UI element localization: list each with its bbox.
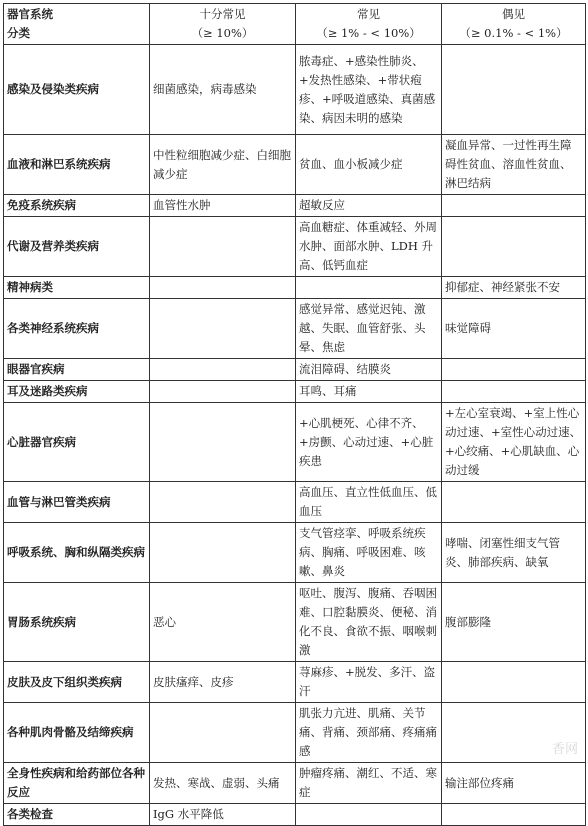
uncommon-cell — [442, 662, 586, 703]
category-cell: 耳及迷路类疾病 — [4, 381, 150, 403]
table-row — [4, 523, 586, 583]
table-row — [4, 662, 586, 703]
table-row — [4, 299, 586, 359]
header-common — [296, 4, 442, 45]
table-row — [4, 45, 586, 135]
category-cell: 精神病类 — [4, 277, 150, 299]
table-row — [4, 482, 586, 523]
category-cell: 胃肠系统疾病 — [4, 583, 150, 662]
watermark-logo: 香网 — [551, 742, 578, 757]
header-uncommon — [442, 4, 586, 45]
category-cell: 全身性疾病和给药部位各种反应 — [4, 763, 150, 804]
very-common-cell — [150, 403, 296, 482]
header-very-common-line1: 十分常见 — [199, 7, 246, 21]
very-common-cell — [150, 299, 296, 359]
common-cell: 贫血、血小板减少症 — [296, 135, 442, 195]
table-row — [4, 403, 586, 482]
category-cell: 血液和淋巴系统疾病 — [4, 135, 150, 195]
very-common-cell: 恶心 — [150, 583, 296, 662]
uncommon-cell — [442, 45, 586, 135]
header-row — [4, 4, 586, 45]
header-common-line2: （≥ 1% - < 10%） — [316, 26, 421, 40]
table-row — [4, 277, 586, 299]
common-cell: 感觉异常、感觉迟钝、激越、失眠、血管舒张、头晕、焦虑 — [296, 299, 442, 359]
category-cell: 各种肌肉骨骼及结缔疾病 — [4, 703, 150, 763]
uncommon-cell: 味觉障碍 — [442, 299, 586, 359]
header-organ-system-line2: 分类 — [7, 26, 30, 40]
common-cell: 高血糖症、体重减轻、外周水肿、面部水肿、LDH 升高、低钙血症 — [296, 217, 442, 277]
uncommon-cell — [442, 359, 586, 381]
very-common-cell: 发热、寒战、虚弱、头痛 — [150, 763, 296, 804]
very-common-cell: 中性粒细胞减少症、白细胞减少症 — [150, 135, 296, 195]
common-cell: 肌张力亢进、肌痛、关节痛、背痛、颈部痛、疼痛痛感 — [296, 703, 442, 763]
table-row — [4, 763, 586, 804]
very-common-cell: 血管性水肿 — [150, 195, 296, 217]
uncommon-cell — [442, 381, 586, 403]
uncommon-cell: 抑郁症、神经紧张不安 — [442, 277, 586, 299]
common-cell: +心肌梗死、心律不齐、+房颤、心动过速、+心脏疾患 — [296, 403, 442, 482]
common-cell: 耳鸣、耳痛 — [296, 381, 442, 403]
table-row — [4, 381, 586, 403]
category-cell: 代谢及营养类疾病 — [4, 217, 150, 277]
header-uncommon-line1: 偶见 — [502, 7, 525, 21]
category-cell: 心脏器官疾病 — [4, 403, 150, 482]
very-common-cell: 细菌感染，病毒感染 — [150, 45, 296, 135]
uncommon-cell: +左心室衰竭、+室上性心动过速、+室性心动过速、+心绞痛、+心肌缺血、心动过缓 — [442, 403, 586, 482]
table-row — [4, 804, 586, 826]
table-row — [4, 195, 586, 217]
header-uncommon-line2: （≥ 0.1% - < 1%） — [459, 26, 568, 40]
adverse-reactions-table — [3, 3, 586, 826]
very-common-cell — [150, 703, 296, 763]
category-cell: 免疫系统疾病 — [4, 195, 150, 217]
common-cell: 超敏反应 — [296, 195, 442, 217]
category-cell: 皮肤及皮下组织类疾病 — [4, 662, 150, 703]
header-very-common — [150, 4, 296, 45]
very-common-cell — [150, 523, 296, 583]
table-row — [4, 359, 586, 381]
very-common-cell — [150, 381, 296, 403]
very-common-cell: IgG 水平降低 — [150, 804, 296, 826]
header-organ-system-line1: 器官系统 — [7, 7, 53, 21]
table-row — [4, 703, 586, 763]
very-common-cell — [150, 482, 296, 523]
header-common-line1: 常见 — [357, 7, 380, 21]
uncommon-cell: 输注部位疼痛 — [442, 763, 586, 804]
uncommon-cell — [442, 195, 586, 217]
category-cell: 各类检查 — [4, 804, 150, 826]
uncommon-cell — [442, 217, 586, 277]
category-cell: 各类神经系统疾病 — [4, 299, 150, 359]
category-cell: 眼器官疾病 — [4, 359, 150, 381]
common-cell: 流泪障碍、结膜炎 — [296, 359, 442, 381]
very-common-cell — [150, 359, 296, 381]
common-cell — [296, 277, 442, 299]
uncommon-cell: 哮喘、闭塞性细支气管炎、肺部疾病、缺氧 — [442, 523, 586, 583]
uncommon-cell — [442, 804, 586, 826]
common-cell: 脓毒症、+感染性肺炎、+发热性感染、+带状疱疹、+呼吸道感染、真菌感染、病因未明的感染 — [296, 45, 442, 135]
common-cell: 高血压、直立性低血压、低血压 — [296, 482, 442, 523]
very-common-cell — [150, 277, 296, 299]
category-cell: 呼吸系统、胸和纵隔类疾病 — [4, 523, 150, 583]
common-cell: 肿瘤疼痛、潮红、不适、寒症 — [296, 763, 442, 804]
common-cell: 荨麻疹、+脱发、多汗、盗汗 — [296, 662, 442, 703]
table-row — [4, 135, 586, 195]
very-common-cell — [150, 217, 296, 277]
uncommon-cell — [442, 482, 586, 523]
common-cell — [296, 804, 442, 826]
table-row — [4, 217, 586, 277]
common-cell: 支气管痉挛、呼吸系统疾病、胸痛、呼吸困难、咳嗽、鼻炎 — [296, 523, 442, 583]
common-cell: 呕吐、腹泻、腹痛、吞咽困难、口腔黏膜炎、便秘、消化不良、食欲不振、咽喉刺激 — [296, 583, 442, 662]
very-common-cell: 皮肤瘙痒、皮疹 — [150, 662, 296, 703]
header-very-common-line2: （≥ 10%） — [191, 26, 254, 40]
uncommon-cell: 腹部膨隆 — [442, 583, 586, 662]
uncommon-cell: 凝血异常、一过性再生障碍性贫血、溶血性贫血、淋巴结病 — [442, 135, 586, 195]
category-cell: 感染及侵染类疾病 — [4, 45, 150, 135]
category-cell: 血管与淋巴管类疾病 — [4, 482, 150, 523]
table-row — [4, 583, 586, 662]
header-organ-system — [4, 4, 150, 45]
